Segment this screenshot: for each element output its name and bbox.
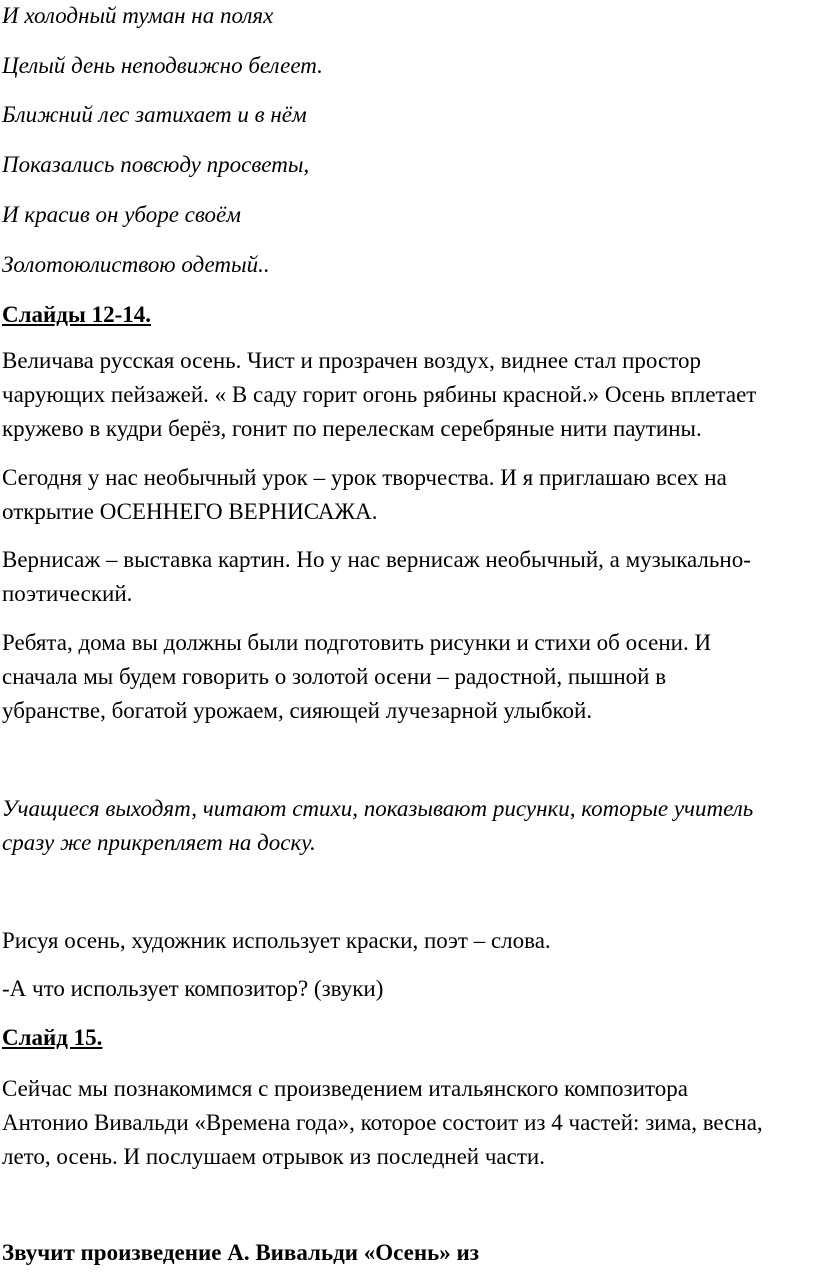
paragraph-line: Рисуя осень, художник использует краски, поэт – слова.	[2, 928, 551, 953]
paragraph-line: сначала мы будем говорить о золотой осени – радостной, пышной в	[2, 664, 667, 689]
poem-line: Золотоюлиствою одетый..	[2, 252, 270, 277]
bold-paragraph-line: Звучит произведение А. Вивальди «Осень» из	[2, 1240, 479, 1265]
paragraph-line: Ребята, дома вы должны были подготовить рисунки и стихи об осени. И	[2, 630, 712, 655]
section-heading: Слайд 15.	[2, 1025, 103, 1050]
stage-direction-line: сразу же прикрепляет на доску.	[2, 830, 316, 855]
paragraph-line: Сегодня у нас необычный урок – урок творчества. И я приглашаю всех на	[2, 465, 727, 490]
poem-line: Целый день неподвижно белеет.	[2, 53, 323, 78]
paragraph-line: Вернисаж – выставка картин. Но у нас вернисаж необычный, а музыкально-	[2, 547, 751, 572]
paragraph-line: кружево в кудри берёз, гонит по перелескам серебряные нити паутины.	[2, 416, 702, 441]
paragraph-line: поэтический.	[2, 581, 133, 606]
paragraph-line: Величава русская осень. Чист и прозрачен воздух, виднее стал простор	[2, 348, 701, 373]
paragraph-line: Сейчас мы познакомимся с произведением итальянского композитора	[2, 1076, 688, 1101]
paragraph-line: -А что использует композитор? (звуки)	[2, 976, 384, 1001]
section-heading: Слайды 12-14.	[2, 302, 152, 327]
paragraph-line: чарующих пейзажей. « В саду горит огонь рябины красной.» Осень вплетает	[2, 382, 757, 407]
paragraph-line: убранстве, богатой урожаем, сияющей лучезарной улыбкой.	[2, 698, 593, 723]
stage-direction-line: Учащиеся выходят, читают стихи, показывают рисунки, которые учитель	[2, 796, 754, 821]
poem-line: И холодный туман на полях	[2, 3, 274, 28]
paragraph-line: открытие ОСЕННЕГО ВЕРНИСАЖА.	[2, 499, 378, 524]
paragraph-line: Антонио Вивальди «Времена года», которое состоит из 4 частей: зима, весна,	[2, 1110, 763, 1135]
poem-line: Показались повсюду просветы,	[2, 152, 310, 177]
poem-line: И красив он уборе своём	[2, 202, 241, 227]
poem-line: Ближний лес затихает и в нём	[2, 102, 307, 127]
paragraph-line: лето, осень. И послушаем отрывок из последней части.	[2, 1144, 545, 1169]
